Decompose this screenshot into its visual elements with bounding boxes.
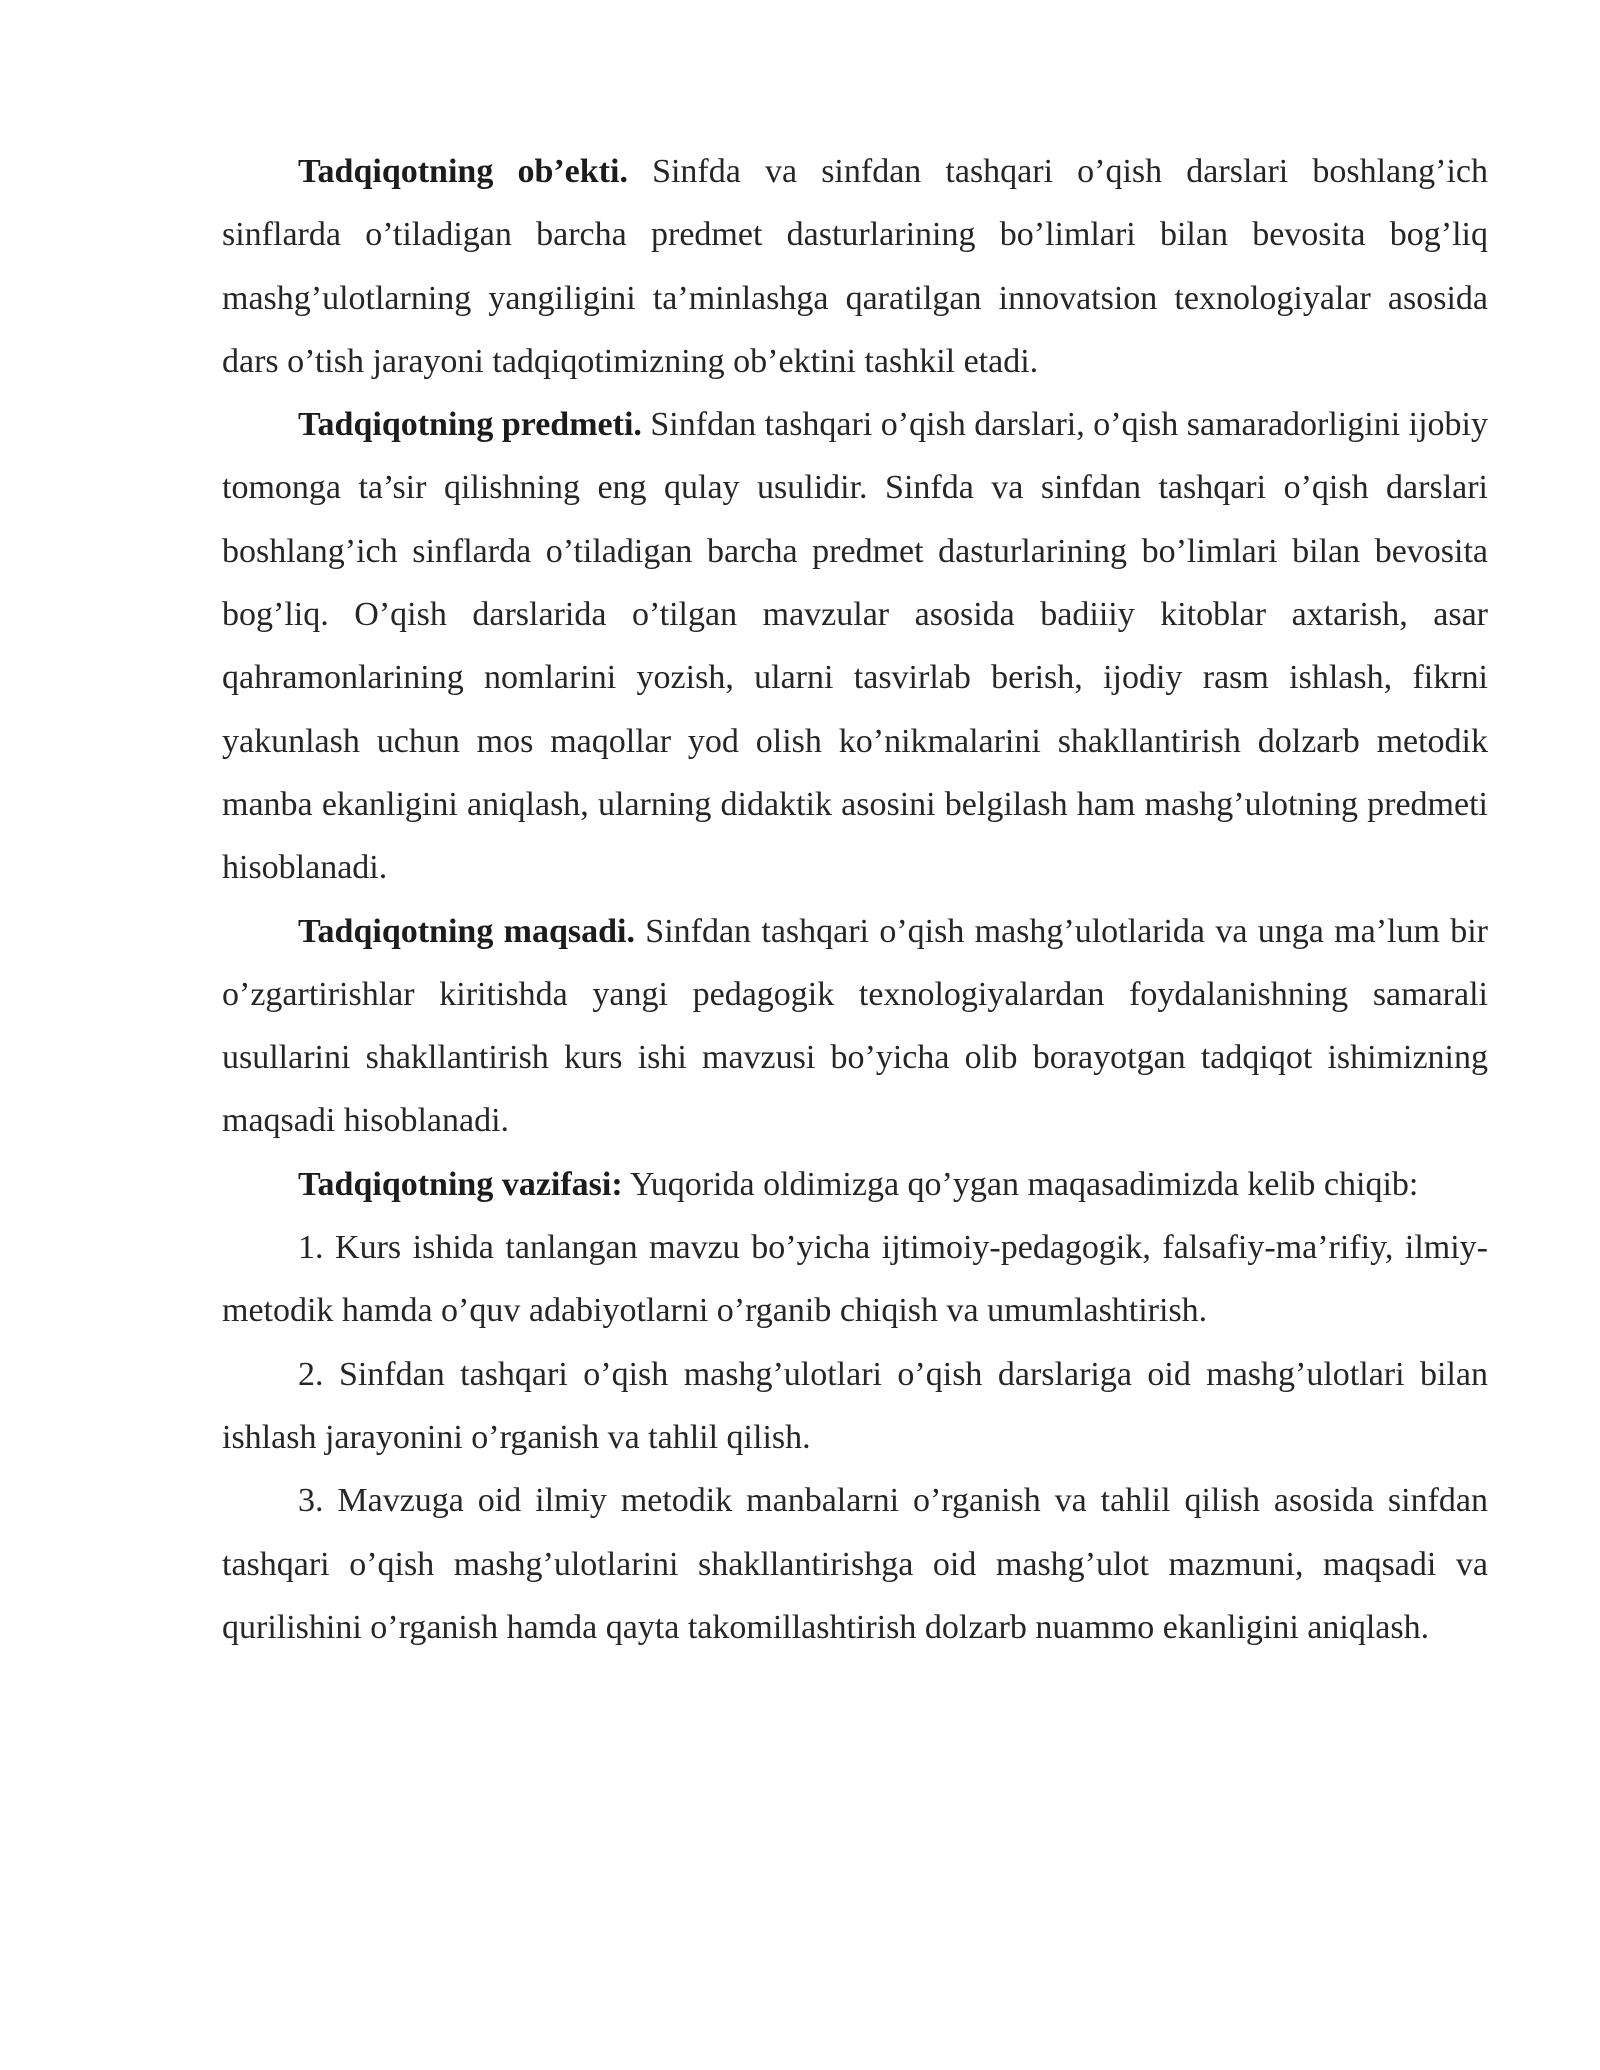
paragraph-goal <box>222 900 1488 1153</box>
task-item-2: 2. Sinfdan tashqari o’qish mashg’ulotlari o’qish darslariga oid mashg’ulotlari bilan ishlash jarayonini o’rganish va tahlil qilish. <box>222 1355 1488 1456</box>
task-item-1: 1. Kurs ishida tanlangan mavzu bo’yicha ijtimoiy-pedagogik, falsafiy-ma’rifiy, ilmiy-metodik hamda o’quv adabiyotlarni o’rganib chiqish va umumlashtirish. <box>222 1229 1488 1330</box>
heading-tasks: Tadqiqotning vazifasi: <box>298 1165 623 1203</box>
paragraph-tasks-intro-text: Yuqorida oldimizga qo’ygan maqasadimizda kelib chiqib: <box>622 1165 1419 1203</box>
paragraph-subject-text: Sinfdan tashqari o’qish darslari, o’qish samaradorligini ijobiy tomonga ta’sir qilishning eng qulay usulidir. Sinfda va sinfdan tashqari o’qish darslari boshlang’ich sinflarda o’tiladigan barcha predmet dasturlarining bo’limlari bilan bevosita bog’liq. O’qish darslarida o’tilgan mavzular asosida badiiiy kitoblar axtarish, asar qahramonlarining nomlarini yozish, ularni tasvirlab berish, ijodiy rasm ishlash, fikrni yakunlash uchun mos maqollar yod olish ko’nikmalarini shakllantirish dolzarb metodik manba ekanligini aniqlash, ularning didaktik asosini belgilash ham mashg’ulotning predmeti hisoblanadi. <box>222 406 1488 887</box>
paragraph-goal-text: Sinfdan tashqari o’qish mashg’ulotlarida va unga ma’lum bir o’zgartirishlar kiritishda yangi pedagogik texnologiyalardan foydalanishning samarali usullarini shakllantirish kurs ishi mavzusi bo’yicha olib borayotgan tadqiqot ishimizning maqsadi hisoblanadi. <box>222 912 1489 1140</box>
document-page <box>222 140 1488 1659</box>
paragraph-object <box>222 140 1488 393</box>
heading-subject: Tadqiqotning predmeti. <box>298 406 642 444</box>
task-item-3: 3. Mavzuga oid ilmiy metodik manbalarni o’rganish va tahlil qilish asosida sinfdan tashqari o’qish mashg’ulotlarini shakllantirishga oid mashg’ulot mazmuni, maqsadi va qurilishini o’rganish hamda qayta takomillashtirish dolzarb nuammo ekanligini aniqlash. <box>222 1482 1488 1646</box>
heading-object: Tadqiqotning ob’ekti. <box>298 153 628 190</box>
heading-goal: Tadqiqotning maqsadi. <box>298 912 635 950</box>
paragraph-object-text: Sinfda va sinfdan tashqari o’qish darslari boshlang’ich sinflarda o’tiladigan barcha predmet dasturlarining bo’limlari bilan bevosita bog’liq mashg’ulotlarning yangiligini ta’minlashga qaratilgan innovatsion texnologiyalar asosida dars o’tish jarayoni tadqiqotimizning ob’ektini tashkil etadi. <box>222 153 1488 380</box>
paragraph-subject <box>222 393 1488 899</box>
paragraph-tasks-intro <box>222 1153 1488 1216</box>
